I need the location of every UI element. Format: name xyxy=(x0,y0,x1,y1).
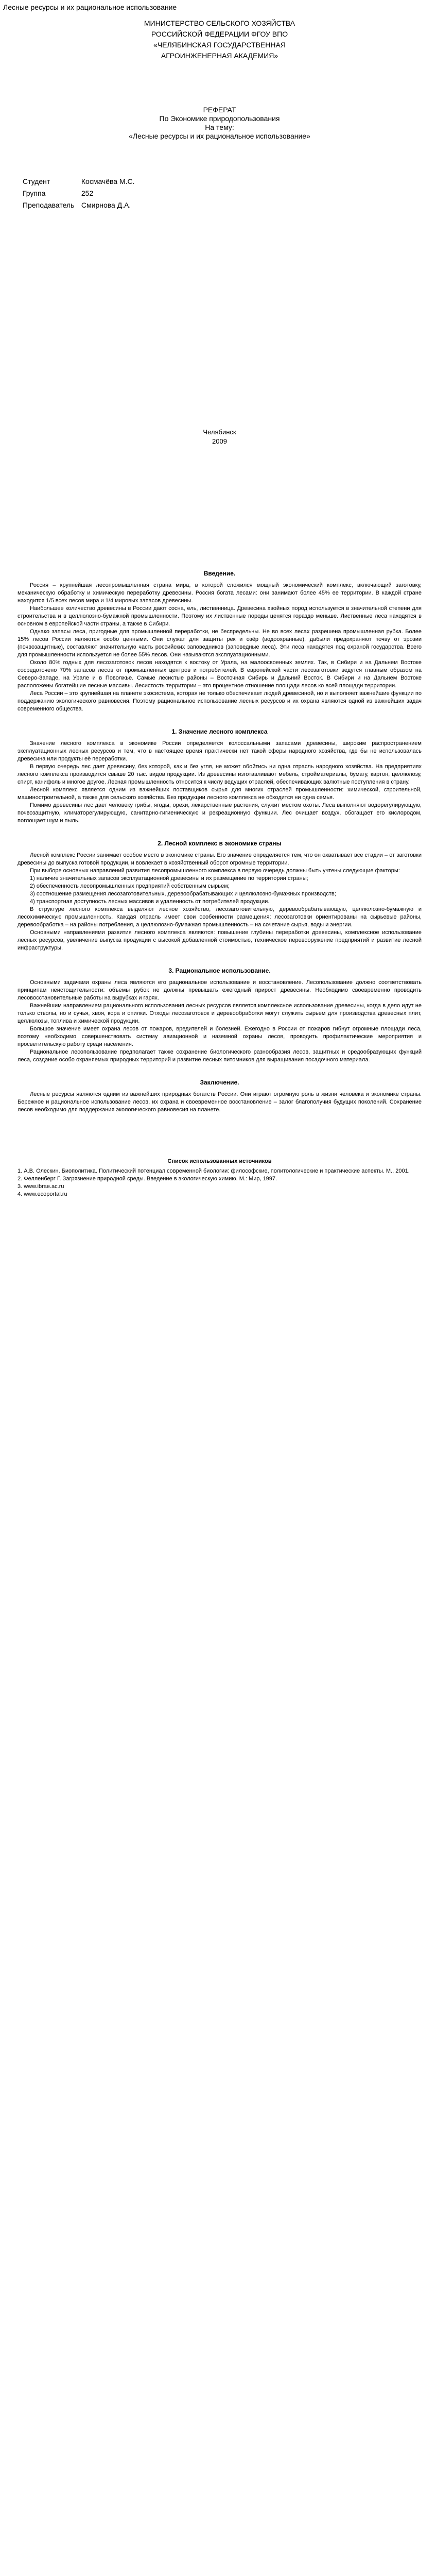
cover-title-line: По Экономике природопользования xyxy=(159,114,280,123)
cover-title xyxy=(18,106,422,141)
section-paragraph: Около 80% годных для лесозаготовок лесов находятся к востоку от Урала, на малоосвоенных землях. Так, в Сибири и на Дальнем Востоке сосредоточено 70% запасов лесов от промышленных центров и потребителей. В европейской части лесозаготовки ведутся главным образом на Северо-Западе, на Урале и в Поволжье. Самые лесистые районы – Восточная Сибирь и Дальний Восток. В Сибири и на Дальнем Востоке расположены богатейшие лесные массивы. Лесистость территории – это процентное отношение площади лесов ко всей площади территории. xyxy=(18,659,422,689)
section-heading: Введение. xyxy=(203,570,236,577)
page-title: Лесные ресурсы и их рациональное использование xyxy=(3,3,177,11)
section-paragraph: 4) транспортная доступность лесных массивов и удаленность от потребителей продукции. xyxy=(30,899,270,905)
references-heading: Список использованных источников xyxy=(167,1158,272,1164)
section-paragraph: Значение лесного комплекса в экономике России определяется колоссальными запасами древесины, широким распространением эксплуатационных лесных ресурсов и тем, что в настоящее время практически нет такой сферы народного хозяйства, где бы не использовалась древесина или продукты её переработки. xyxy=(18,740,422,762)
reference-item: 4. www.ecoportal.ru xyxy=(18,1191,67,1197)
reference-item: 3. www.ibrae.ac.ru xyxy=(18,1183,64,1190)
cover-ministry-line: МИНИСТЕРСТВО СЕЛЬСКОГО ХОЗЯЙСТВА xyxy=(144,19,295,27)
cover-info-row xyxy=(23,176,422,188)
cover-title-line: На тему: xyxy=(205,123,234,131)
section-paragraph: Помимо древесины лес дает человеку грибы, ягоды, орехи, лекарственные растения, служит местом охоты. Леса выполняют водорегулирующую, почвозащитную, климаторегулирующую, санитарно-гигиеническую и рекреационную функции. Лес очищает воздух, обогащает его кислородом, поглощает шум и пыль. xyxy=(18,802,422,824)
section-paragraph: В структуре лесного комплекса выделяют лесное хозяйство, лесозаготовительную, деревообрабатывающую, целлюлозно-бумажную и лесохимическую промышленность. Каждая отрасль имеет свои особенности размещения: лесозаготовки ориентированы на сырьевые районы, деревообработка – на районы потребления, а целлюлозно-бумажная промышленность – на сочетание сырья, воды и энергии. xyxy=(18,906,422,928)
section-paragraph: Основными задачами охраны леса являются его рациональное использование и восстановление. Лесопользование должно соответствовать принципам неистощительности: объемы рубок не должны превышать ежегодный прирост древесины. Необходимо своевременно проводить лесовосстановительные работы на вырубках и гарях. xyxy=(18,979,422,1001)
cover-title-line: РЕФЕРАТ xyxy=(203,106,236,114)
section-paragraph: Важнейшим направлением рационального использования лесных ресурсов является комплексное использование древесины, когда в дело идут не только стволы, но и сучья, хвоя, кора и опилки. Отходы лесозаготовок и деревообработки могут служить сырьем для производства древесных плит, целлюлозы, топлива и химической продукции. xyxy=(18,1003,422,1024)
section-paragraph: Лесные ресурсы являются одним из важнейших природных богатств России. Они играют огромную роль в жизни человека и экономике страны. Бережное и рациональное использование лесов, их охрана и своевременное восстановление – залог благополучия будущих поколений. Сохранение лесов необходимо для поддержания экологического равновесия на планете. xyxy=(18,1091,422,1113)
cover-ministry xyxy=(18,11,422,61)
references xyxy=(18,1158,422,1198)
section-heading: Заключение. xyxy=(200,1079,239,1086)
section-paragraph: Рациональное лесопользование предполагает также сохранение биологического разнообразия лесов, защитных и средообразующих функций леса, создание особо охраняемых природных территорий и развитие лесных питомников для выращивания посадочного материала. xyxy=(18,1049,422,1063)
cover-ministry-line: РОССИЙСКОЙ ФЕДЕРАЦИИ ФГОУ ВПО xyxy=(151,30,288,38)
section-heading: 3. Рациональное использование. xyxy=(168,967,271,974)
cover-info-value: Космачёва М.С. xyxy=(81,177,135,185)
section-paragraph: 3) соотношение размещения лесозаготовительных, деревообрабатывающих и целлюлозно-бумажных производств; xyxy=(30,891,336,897)
section-paragraph: Россия – крупнейшая лесопромышленная страна мира, в которой сложился мощный экономический комплекс, включающий заготовку, механическую обработку и химическую переработку древесины. Россия богата лесами: они занимают более 45% ее территории. В каждой стране находится 1/5 всех лесов мира и 1/4 мировых запасов древесины. xyxy=(18,582,422,604)
section-paragraph: Леса России – это крупнейшая на планете экосистема, которая не только обеспечивает людей древесиной, но и выполняет важнейшие функции по поддержанию экологического равновесия. Поэтому рациональное использование лесных ресурсов и их охрана являются одной из важнейших задач современного общества. xyxy=(18,690,422,712)
section-paragraph: В первую очередь лес дает древесину, без которой, как и без угля, не может обойтись ни одна отрасль народного хозяйства. На предприятиях лесного комплекса производится свыше 20 тыс. видов продукции. Из древесины изготавливают мебель, стройматериалы, бумагу, картон, целлюлозу, спирт, канифоль и многое другое. Лесная промышленность относится к числу ведущих отраслей, обеспечивающих валютные поступления в страну. xyxy=(18,764,422,785)
section-gap xyxy=(18,952,422,960)
cover-info-label: Преподаватель xyxy=(23,201,75,209)
section-gap xyxy=(18,1064,422,1072)
cover-info xyxy=(18,176,422,211)
section-paragraph: Большое значение имеет охрана лесов от пожаров, вредителей и болезней. Ежегодно в России от пожаров гибнут огромные площади леса, поэтому необходимо совершенствовать систему авиационной и наземной охраны лесов, проводить профилактические мероприятия и просветительскую работу среди населения. xyxy=(18,1026,422,1047)
section-gap xyxy=(18,1114,422,1122)
section-gap xyxy=(18,713,422,721)
cover-ministry-line: АГРОИНЖЕНЕРНАЯ АКАДЕМИЯ» xyxy=(161,52,278,60)
section-paragraph: Лесной комплекс является одним из важнейших поставщиков сырья для многих отраслей промышленности: химической, строительной, машиностроительной, а также для сельского хозяйства. Без продукции лесного комплекса не обходится ни одна семья. xyxy=(18,787,422,801)
document-body xyxy=(0,11,436,1198)
section-paragraph: При выборе основных направлений развития лесопромышленного комплекса в первую очередь должны быть учтены следующие факторы: xyxy=(30,868,400,874)
cover-info-label: Студент xyxy=(23,177,50,185)
cover-info-value: Смирнова Д.А. xyxy=(81,201,131,209)
cover-info-label: Группа xyxy=(23,189,46,197)
cover-title-line: «Лесные ресурсы и их рациональное использование» xyxy=(129,132,310,140)
section-gap xyxy=(18,825,422,833)
cover-info-row xyxy=(23,188,422,199)
report-sections xyxy=(18,570,422,1122)
section-heading: 2. Лесной комплекс в экономике страны xyxy=(158,840,282,847)
section-paragraph: 2) обеспеченность лесопромышленных предприятий собственным сырьем; xyxy=(30,883,230,889)
reference-item: 2. Фелленберг Г. Загрязнение природной среды. Введение в экологическую химию. М.: Мир, 1997. xyxy=(18,1176,277,1182)
section-paragraph: Основными направлениями развития лесного комплекса являются: повышение глубины переработки древесины, комплексное использование лесных ресурсов, увеличение выпуска продукции с высокой добавленной стоимостью, техническое перевооружение предприятий и развитие лесной инфраструктуры. xyxy=(18,929,422,951)
cover-footer xyxy=(18,428,422,446)
section-paragraph: 1) наличие значительных запасов эксплуатационной древесины и их размещение по территории страны; xyxy=(30,875,308,882)
section-paragraph: Наибольшее количество древесины в России дают сосна, ель, лиственница. Древесина хвойных пород используется в значительной степени для строительства и в целлюлозно-бумажной промышленности. Поэтому их лиственные породы ценятся гораздо меньше. Лиственные леса находятся в основном в европейской части страны, а также в Сибири. xyxy=(18,605,422,627)
cover-footer-line: Челябинск xyxy=(203,428,236,436)
section-paragraph: Однако запасы леса, пригодные для промышленной переработки, не беспредельны. Не во всех лесах разрешена промышленная рубка. Более 15% лесов России являются особо ценными. Они служат для защиты рек и озёр (водоохранные), дабыли предохраняют почву от эрозии (почвозащитные), составляют значительную часть российских заповедников (заповедные леса). Эти леса находятся под охраной государства. Всего для промышленности используется не более 55% лесов. Они называются эксплуатационными. xyxy=(18,629,422,658)
cover-ministry-line: «ЧЕЛЯБИНСКАЯ ГОСУДАРСТВЕННАЯ xyxy=(153,41,286,49)
reference-item: 1. А.В. Олескин. Биополитика. Политический потенциал современной биологии: философские, политологические и практические аспекты. М., 2001. xyxy=(18,1168,410,1174)
cover-info-value: 252 xyxy=(81,189,94,197)
references-list xyxy=(18,1167,422,1198)
cover-footer-line: 2009 xyxy=(212,437,227,445)
cover-info-row xyxy=(23,199,422,211)
section-heading: 1. Значение лесного комплекса xyxy=(171,728,268,735)
section-paragraph: Лесной комплекс России занимает особое место в экономике страны. Его значение определяется тем, что он охватывает все стадии – от заготовки древесины до выпуска готовой продукции, и вовлекает в хозяйственный оборот огромные территории. xyxy=(18,852,422,866)
